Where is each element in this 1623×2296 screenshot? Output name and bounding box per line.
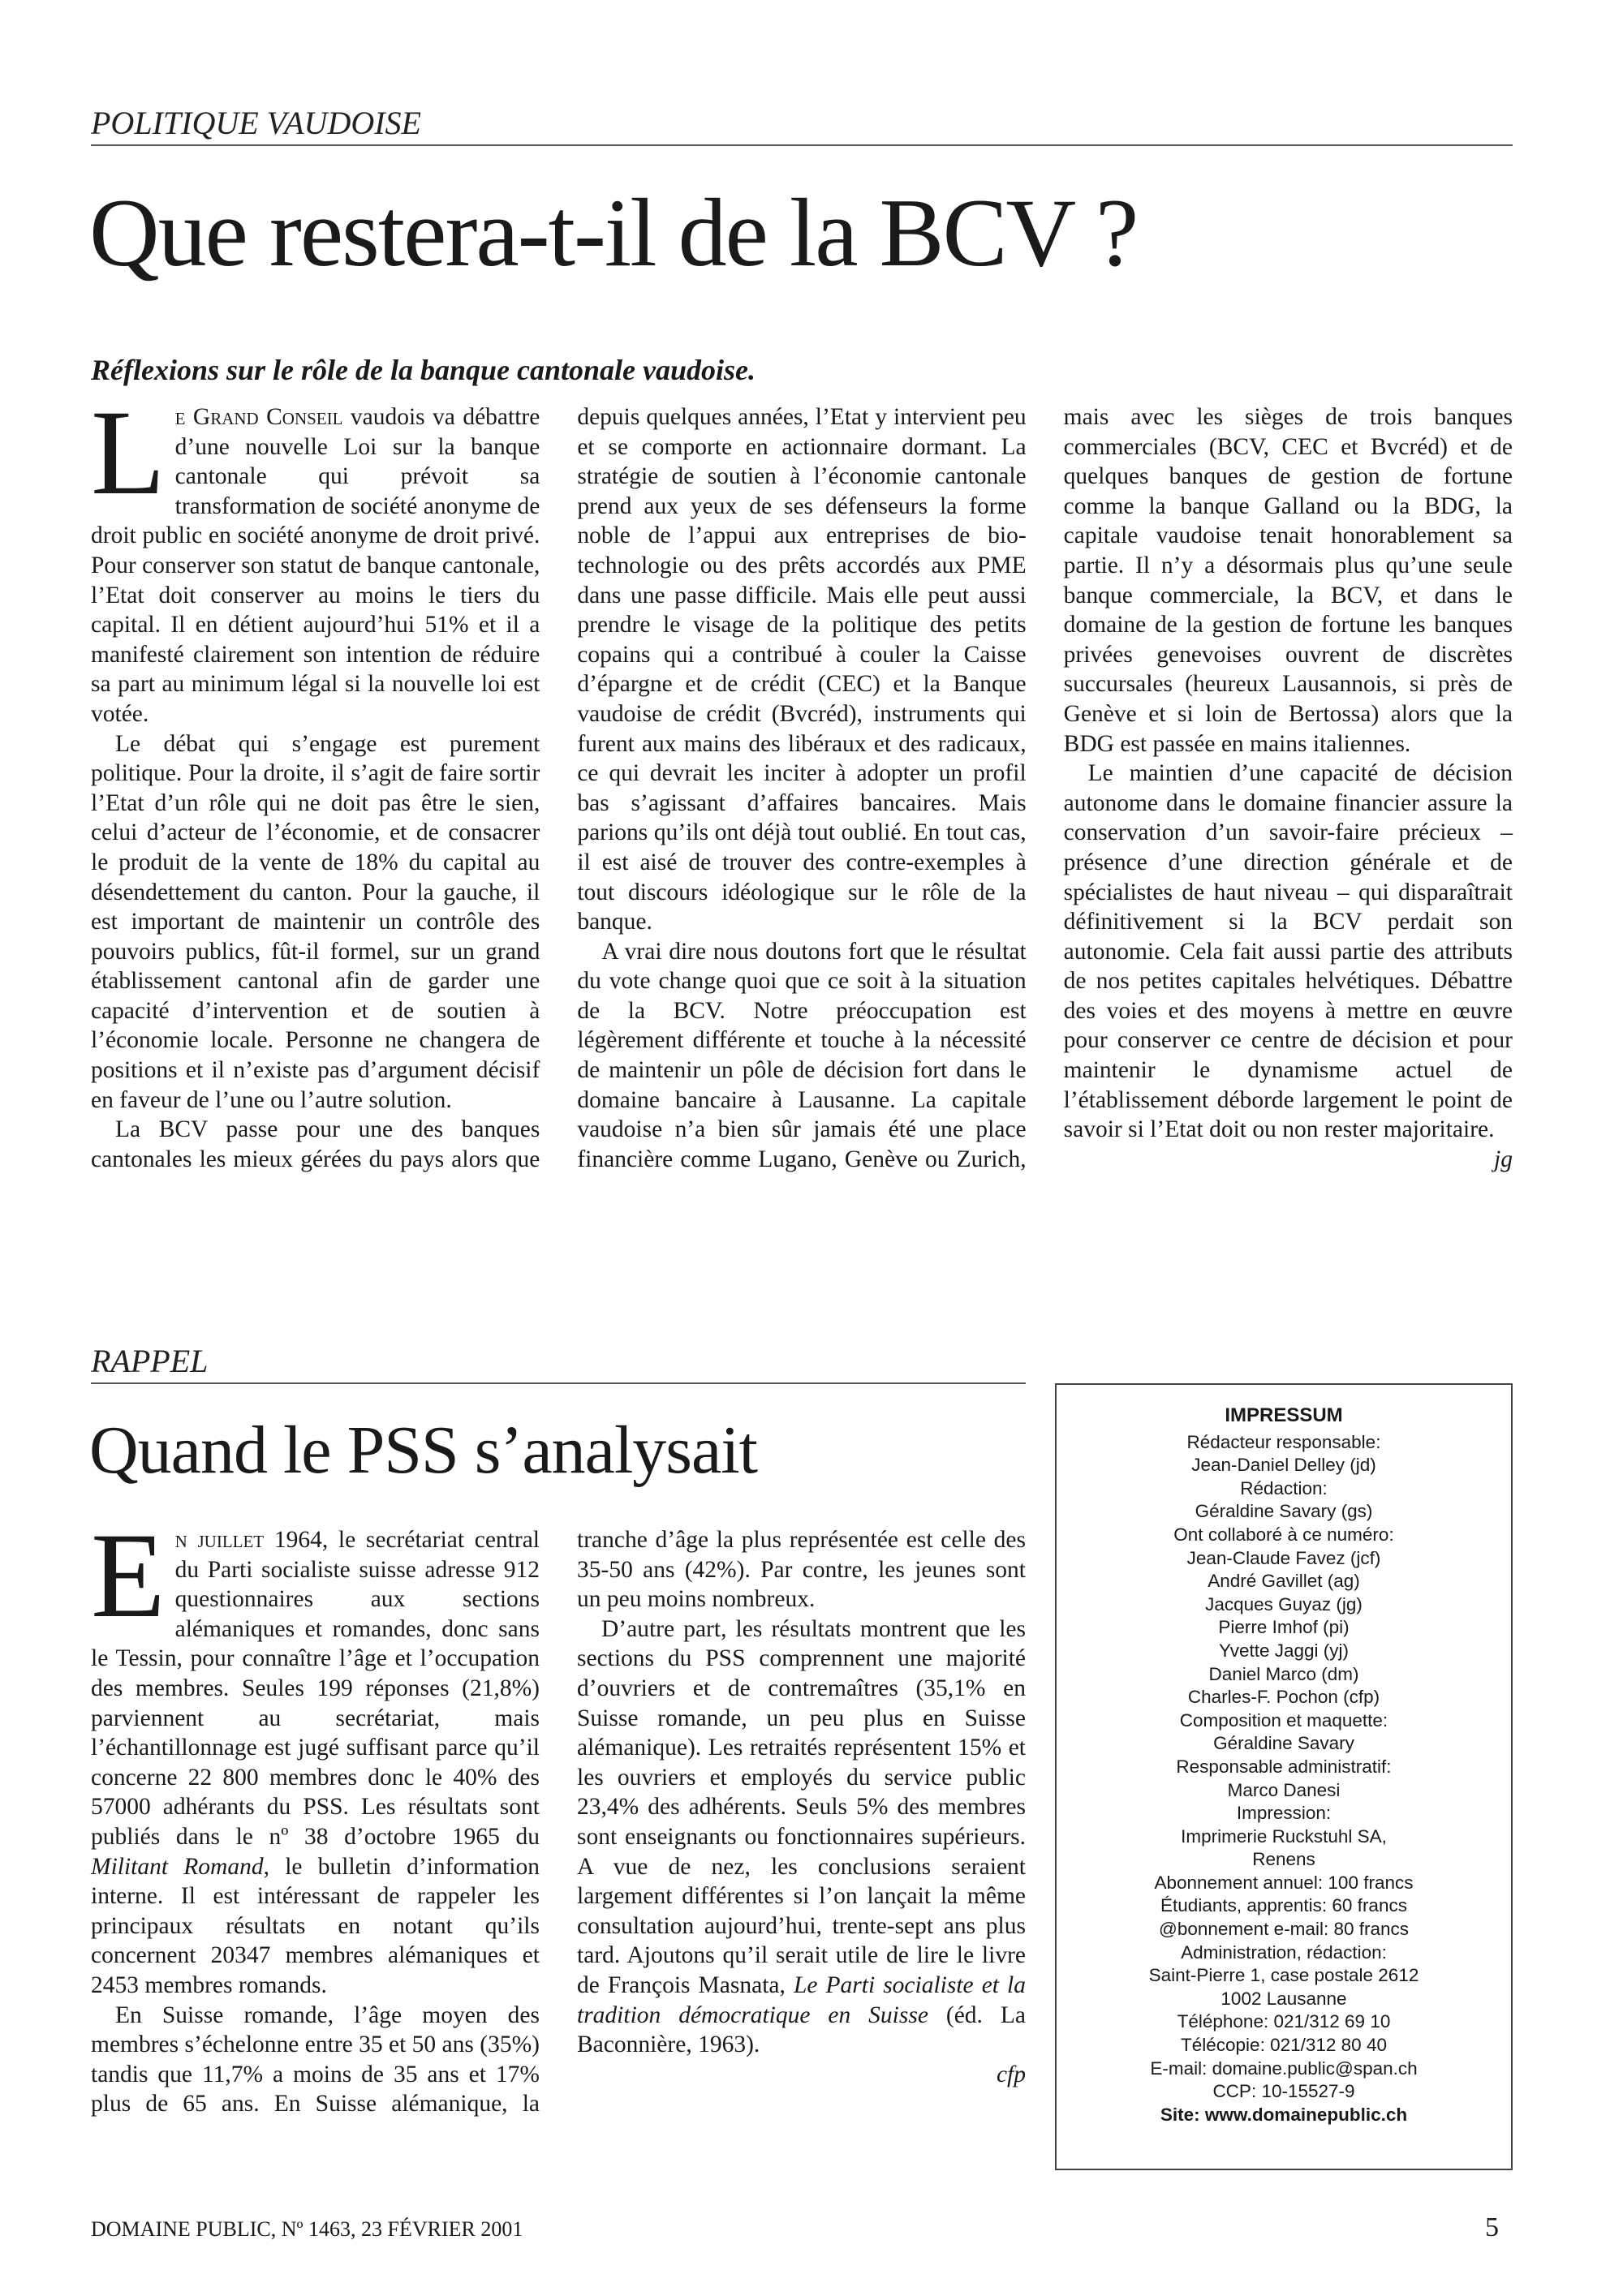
page-number: 5 [1485, 2212, 1499, 2242]
impressum-line: Étudiants, apprentis: 60 francs [1160, 1895, 1407, 1916]
article2-body [91, 1508, 1026, 2166]
article1-paragraph-2: Le débat qui s’engage est purement politique. Pour la droite, il s’agit de faire sortir l’Etat d’un rôle qui ne doit pas être le sien, celui d’acteur de l’économie, et de consacrer le produit de la vente de 18% du capital au désendettement du canton. Pour la gauche, il est important de maintenir un contrôle des pouvoirs publics, fût-il formel, sur un grand établissement cantonal afin de garder une capacité d’intervention et de soutien à l’économie locale. Personne ne changera de positions et il n’existe pas d’argument décisif en faveur de l’une ou l’autre solution. [91, 730, 540, 1113]
impressum-line: Renens [1252, 1849, 1315, 1870]
impressum-line: Charles-F. Pochon (cfp) [1187, 1687, 1380, 1708]
impressum-site[interactable]: Site: www.domainepublic.ch [1160, 2104, 1408, 2125]
impressum-line: Pierre Imhof (pi) [1218, 1617, 1350, 1638]
impressum-line: Télécopie: 021/312 80 40 [1181, 2035, 1387, 2056]
article1-rule [91, 144, 1513, 146]
article2-lead: n juillet [174, 1527, 265, 1553]
impressum-line: Téléphone: 021/312 69 10 [1177, 2011, 1391, 2032]
impressum-title: IMPRESSUM [1225, 1404, 1343, 1426]
impressum-line: Marco Danesi [1227, 1779, 1341, 1800]
impressum-line: Daniel Marco (dm) [1208, 1663, 1359, 1684]
article1-title: Que restera-t-il de la BCV ? [89, 178, 1138, 286]
impressum-line: Jean-Claude Favez (jcf) [1186, 1547, 1381, 1568]
article1-signature: jg [1494, 1146, 1513, 1172]
article2-rubric: RAPPEL [91, 1343, 209, 1379]
impressum-line: Yvette Jaggi (yj) [1218, 1640, 1350, 1661]
impressum-line: André Gavillet (ag) [1208, 1571, 1360, 1592]
article2-dropcap: E [91, 1508, 166, 1643]
article1-body [91, 385, 1513, 1303]
article2-paragraph-1: En juillet 1964, le secrétariat central du Parti socialiste suisse adresse 912 questionnaires aux sections alémaniques et romandes, donc sans le Tessin, pour connaître l’âge et l’occupation des membres. Seules 199 réponses (21,8%) parviennent au secrétariat, mais l’échantillonnage est jugé suffisant parce qu’il concerne 22 800 membres donc le 40% des 57000 adhérants du PSS. Les résultats sont publiés dans le nº 38 d’octobre 1965 du Militant Romand, le bulletin d’information interne. Il est intéressant de rappeler les principaux résultats en notant qu’ils concernent 20347 membres alémaniques et 2453 membres romands. [91, 1508, 540, 1998]
impressum-line: Saint-Pierre 1, case postale 2612 [1148, 1965, 1419, 1986]
impressum-box [1055, 1383, 1513, 2170]
article2-rule [91, 1382, 1026, 1384]
impressum-line: Jacques Guyaz (jg) [1205, 1593, 1363, 1615]
impressum-line: Jean-Daniel Delley (jd) [1191, 1455, 1376, 1476]
impressum-line: Géraldine Savary [1213, 1733, 1354, 1754]
article2-paragraph-2: En Suisse romande, l’âge moyen des membres s’échelonne entre 35 et 50 ans (35%) tandis que 11,7% a moins de 35 ans et 17% plus de 65 ans. En Suisse alémanique, la tranche d’âge la plus représentée est celle des 35-50 ans (42%). Par contre, les jeunes sont un peu moins nombreux. [91, 1527, 1026, 2118]
article1-paragraph-4: A vrai dire nous doutons fort que le résultat du vote change quoi que ce soit à la situation de la BCV. Notre préoccupation est légèrement différente et touche à la nécessité de maintenir un pôle de décision fort dans le domaine bancaire à Lausanne. La capitale vaudoise n’a bien sûr jamais été une place financière comme Lugano, Genève ou Zurich, mais avec les sièges de trois banques commerciales (BCV, CEC et Bvcréd) et de quelques banques de gestion de fortune comme la banque Galland ou la BDG, la capitale vaudoise tenait honorablement sa partie. Il n’y a désormais plus qu’une seule banque commerciale, la BCV, et dans le domaine de la gestion de fortune les banques privées genevoises ouvrent de discrètes succursales (heureux Lausannois, si près de Genève et si loin de Bertossa) alors que la BDG est passée en mains italiennes. [577, 404, 1513, 1172]
impressum-line: Composition et maquette: [1179, 1709, 1388, 1731]
impressum-line: Géraldine Savary (gs) [1195, 1501, 1373, 1522]
article1-paragraph-5: Le maintien d’une capacité de décision autonome dans le domaine financier assure la conservation d’un savoir-faire précieux – présence d’une direction générale et de spécialistes de haut niveau – qui disparaîtrait définitivement si la BCV perdait son autonomie. Cela fait aussi partie des attributs de nos petites capitales helvétiques. Débattre des voies et des moyens à mettre en œuvre pour conserver ce centre de décision et pour maintenir le dynamisme actuel de l’établissement déborde largement le point de savoir si l’Etat doit ou non rester majoritaire. [1063, 760, 1513, 1143]
impressum-line: @bonnement e-mail: 80 francs [1159, 1919, 1409, 1940]
impressum-line: Abonnement annuel: 100 francs [1154, 1872, 1414, 1893]
impressum-line: Imprimerie Ruckstuhl SA, [1181, 1825, 1387, 1847]
article2-title: Quand le PSS s’analysait [89, 1412, 757, 1488]
impressum-line: E-mail: domaine.public@span.ch [1150, 2057, 1418, 2079]
article1-subtitle: Réflexions sur le rôle de la banque cantonale vaudoise. [91, 354, 756, 386]
impressum-line: Rédaction: [1240, 1477, 1328, 1498]
footer-publication: DOMAINE PUBLIC, Nº 1463, 23 FÉVRIER 2001 [91, 2217, 523, 2241]
article1-paragraph-3: La BCV passe pour une des banques cantonales les mieux gérées du pays alors que depuis quelques années, l’Etat y intervient peu et se comporte en actionnaire dormant. La stratégie de soutien à l’économie cantonale prend aux yeux de ses défenseurs la forme noble de l’appui aux entreprises de bio-technologie ou des prêts accordés aux PME dans une passe difficile. Mais elle peut aussi prendre le visage de la politique des petits copains qui a contribué à couler la Caisse d’épargne et de crédit (CEC) et la Banque vaudoise de crédit (Bvcréd), instruments qui furent aux mains des libéraux et des radicaux, ce qui devrait les inciter à adopter un profil bas s’agissant d’affaires bancaires. Mais parions qu’ils ont déjà tout oublié. En tout cas, il est aisé de trouver des contre-exemples à tout discours idéologique sur le rôle de la banque. [91, 404, 1027, 1172]
impressum-line: CCP: 10-15527-9 [1212, 2081, 1355, 2102]
impressum-lines [1073, 1431, 1495, 2104]
article1-dropcap: L [91, 385, 166, 520]
article2-signature: cfp [996, 2061, 1026, 2087]
article1-lead: e Grand Conseil [174, 404, 343, 430]
article1-rubric: POLITIQUE VAUDOISE [91, 105, 421, 141]
article1-paragraph-1 [91, 385, 540, 729]
article1-paragraph-1-text: vaudois va débattre d’une nouvelle Loi sur la banque cantonale qui prévoit sa transformation de société anonyme de droit public en société anonyme de droit privé. Pour conserver son statut de banque cantonale, l’Etat doit conserver au moins le tiers du capital. Il en détient aujourd’hui 51% et il a manifesté clairement son intention de réduire sa part au minimum légal si la nouvelle loi est votée. [91, 404, 540, 727]
article2-publication-title: Militant Romand [91, 1853, 264, 1880]
impressum-line: 1002 Lausanne [1220, 1988, 1347, 2009]
impressum-line: Ont collaboré à ce numéro: [1173, 1524, 1394, 1545]
impressum-line: Rédacteur responsable: [1186, 1431, 1381, 1452]
article2-paragraph-3: D’autre part, les résultats montrent que les sections du PSS comprennent une majorité d’ouvriers et de contremaîtres (35,1% en Suisse romande, un peu plus en Suisse alémanique). Les retraités représentent 15% et les ouvriers et employés du service public 23,4% des adhérents. Seuls 5% des membres sont enseignants ou fonctionnaires supérieurs. A vue de nez, les conclusions seraient largement différentes si l’on lançait la même consultation aujourd’hui, trente-sept ans plus tard. Ajoutons qu’il serait utile de lire le livre de François Masnata, Le Parti socialiste et la tradition démocratique en Suisse (éd. La Baconnière, 1963). [577, 1615, 1026, 2058]
article2-book-title: Le Parti socialiste et la tradition démocratique en Suisse [577, 1971, 1026, 2028]
impressum-line: Impression: [1236, 1803, 1332, 1824]
impressum-line: Responsable administratif: [1176, 1756, 1392, 1777]
impressum-line: Administration, rédaction: [1181, 1941, 1387, 1963]
